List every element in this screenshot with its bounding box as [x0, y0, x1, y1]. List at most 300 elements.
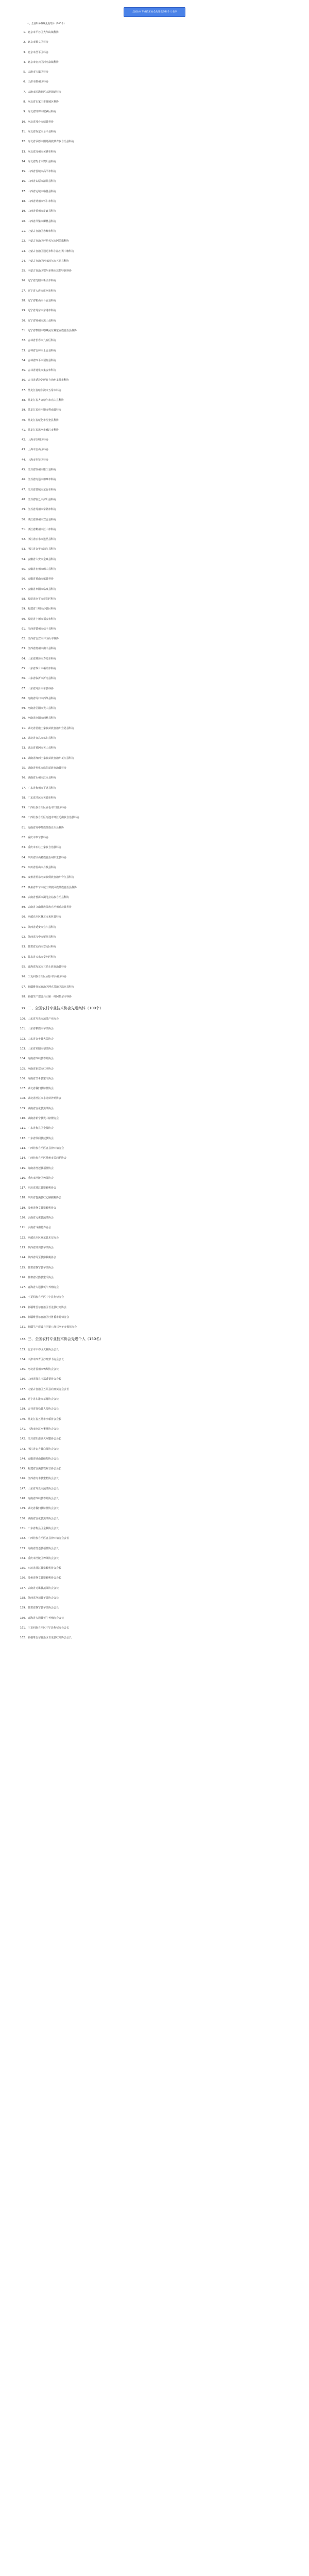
list-item — [18, 813, 182, 823]
row-number: 15. — [22, 170, 26, 174]
list-item — [18, 525, 182, 535]
list-item — [18, 565, 182, 574]
list-item — [18, 426, 182, 435]
row-text: 河北省邯郸市肥乡区科协 — [28, 110, 57, 114]
row-text: 浙江省衢州市江山市科协 — [28, 528, 57, 531]
row-number: 145. — [20, 1467, 26, 1471]
list-item — [18, 356, 182, 366]
row-text: 北京市密云区河南寨镇科协 — [28, 60, 59, 64]
list-item — [18, 1464, 182, 1474]
row-text: 安徽省砀山县酥梨协会会长 — [28, 1457, 59, 1461]
row-number: 150. — [20, 1517, 26, 1520]
row-number: 124. — [20, 1256, 26, 1260]
row-text: 河南省信阳市光山县科协 — [28, 707, 57, 710]
row-text: 四川省眉山市丹棱县科协 — [28, 866, 57, 869]
row-number: 79. — [22, 806, 26, 810]
row-number: 90. — [22, 916, 26, 919]
list-item — [18, 1213, 182, 1223]
list-item — [18, 416, 182, 426]
row-text: 安徽省六安市金寨县科协 — [28, 557, 57, 561]
list-item — [18, 276, 182, 286]
row-number: 144. — [20, 1457, 26, 1461]
row-text: 陕西省洛川县苹果协会 — [28, 1246, 54, 1249]
list-item — [18, 1524, 182, 1534]
list-item — [18, 1594, 182, 1603]
row-number: 149. — [20, 1507, 26, 1511]
row-text: 广东省梅县区金柚协会会长 — [28, 1527, 59, 1530]
row-text: 黑龙江省齐齐哈尔市克山县科协 — [28, 398, 64, 402]
row-text: 甘肃省天水市秦州区科协 — [28, 955, 57, 959]
row-number: 57. — [22, 587, 26, 591]
list-item — [18, 1385, 182, 1395]
list-item — [18, 1154, 182, 1163]
row-number: 19. — [22, 210, 26, 213]
row-number: 131. — [20, 1326, 26, 1329]
row-number: 109. — [20, 1107, 26, 1110]
list-item — [18, 1365, 182, 1375]
row-number: 107. — [20, 1087, 26, 1091]
row-text: 福建省安溪县铁观音协会会长 — [28, 1467, 62, 1471]
row-number: 120. — [20, 1216, 26, 1220]
list-item — [18, 1514, 182, 1524]
row-number: 75. — [22, 766, 26, 770]
row-number: 118. — [20, 1196, 26, 1200]
row-number: 103. — [20, 1047, 26, 1050]
list-item — [18, 574, 182, 584]
row-text: 安徽省阜阳市临泉县科协 — [28, 587, 57, 591]
row-number: 122. — [20, 1236, 26, 1240]
row-text: 辽宁省锦州市黑山县科协 — [28, 319, 57, 323]
list-item — [18, 366, 182, 376]
list-item — [18, 595, 182, 604]
row-number: 133. — [20, 1348, 26, 1351]
list-item — [18, 1345, 182, 1355]
row-text: 青海省大通县牦牛养殖协会 — [28, 1286, 59, 1290]
row-text: 三、全国农村专业技术协会先进个人（150名） — [28, 1336, 104, 1341]
list-item — [18, 734, 182, 743]
row-number: 54. — [22, 557, 26, 561]
row-text: 湖南省安化县黑茶协会会长 — [28, 1517, 59, 1520]
row-text: 湖南省永州市江永县科协 — [28, 776, 57, 780]
row-number: 160. — [20, 1616, 26, 1620]
list-item — [18, 1094, 182, 1104]
row-text: 贵州省修文县猕猴桃协会会长 — [28, 1577, 62, 1580]
row-text: 上海市金山区科协 — [28, 448, 49, 452]
row-number: 96. — [22, 975, 26, 979]
list-item — [18, 177, 182, 187]
row-number: 105. — [20, 1067, 26, 1071]
row-text: 山东省栖霞市苹果协会 — [28, 1027, 54, 1031]
row-text: 辽宁省沈阳市新民市科协 — [28, 279, 57, 283]
list-item — [18, 1445, 182, 1454]
row-number: 152. — [20, 1537, 26, 1540]
row-text: 北京市平谷区大华山镇科协 — [28, 31, 59, 34]
list-item — [18, 236, 182, 246]
list-item — [18, 1534, 182, 1544]
row-text: 河北省邢台市威县科协 — [28, 120, 54, 124]
list-item — [18, 1544, 182, 1554]
list-item — [18, 1014, 182, 1024]
row-text: 湖南省新宁县崀山脐橙协会 — [28, 1117, 59, 1121]
row-number: 158. — [20, 1597, 26, 1600]
row-text: 北京市平谷区大桃协会会长 — [28, 1348, 59, 1351]
row-text: 甘肃省定西市安定区科协 — [28, 945, 57, 949]
row-text: 贵州省黔东南苗族侗族自治州台江县科协 — [28, 876, 75, 879]
list-item — [18, 227, 182, 236]
row-number: 101. — [20, 1027, 26, 1031]
row-text: 河北省保定市阜平县科协 — [28, 130, 57, 133]
list-item — [18, 495, 182, 505]
row-text: 山西省太原市清徐县科协 — [28, 180, 57, 183]
row-text: 湖南省安化县黑茶协会 — [28, 1107, 54, 1110]
list-item — [18, 1623, 182, 1633]
list-item — [18, 127, 182, 137]
list-item — [18, 634, 182, 644]
list-item — [18, 1044, 182, 1054]
list-item — [18, 58, 182, 67]
list-item — [18, 1253, 182, 1263]
row-text: 安徽省黄山市歙县科协 — [28, 578, 54, 581]
list-item — [18, 1614, 182, 1623]
row-text: 山东省烟台市栖霞市科协 — [28, 667, 57, 670]
list-item — [18, 306, 182, 316]
list-item — [18, 764, 182, 773]
row-number: 28. — [22, 299, 26, 303]
row-number: 161. — [20, 1626, 26, 1630]
list-item — [18, 1283, 182, 1293]
row-text: 福建省宁德市福安市科协 — [28, 617, 57, 621]
list-item — [18, 883, 182, 893]
row-number: 8. — [23, 100, 26, 104]
row-number: 128. — [20, 1296, 26, 1299]
row-number: 95. — [22, 965, 26, 969]
row-number: 72. — [22, 737, 26, 740]
list-item — [18, 117, 182, 127]
row-text: 江苏省南通市如皋市科协 — [28, 478, 57, 482]
row-number: 92. — [22, 936, 26, 939]
row-text: 湖北省秭归县脐橙协会会长 — [28, 1507, 59, 1511]
row-text: 上海市崇明区科协 — [28, 438, 49, 442]
row-number: 14. — [22, 160, 26, 163]
row-number: 67. — [22, 687, 26, 690]
row-number: 51. — [22, 528, 26, 531]
list-item — [18, 953, 182, 962]
row-text: 河南省西峡县香菇协会会长 — [28, 1497, 59, 1501]
row-text: 黑龙江省黑河市嫩江市科协 — [28, 428, 59, 432]
row-number: 153. — [20, 1547, 26, 1550]
row-text: 二、全国农村专业技术协会先进集体（100个） — [28, 1006, 104, 1011]
row-number: 139. — [20, 1408, 26, 1411]
row-text: 湖北省潜江市小龙虾养殖协会 — [28, 1097, 62, 1100]
list-item — [18, 604, 182, 614]
row-text: 内蒙古自治区赤峰市科协 — [28, 229, 57, 233]
row-number: 30. — [22, 319, 26, 323]
row-text: 江西省南丰县蜜桔协会会长 — [28, 1477, 59, 1481]
row-text: 陕西省汉中市留坝县科协 — [28, 936, 57, 939]
list-item — [18, 1144, 182, 1154]
list-item — [18, 793, 182, 803]
row-number: 73. — [22, 747, 26, 750]
row-number: 60. — [22, 617, 26, 621]
list-item — [18, 336, 182, 346]
list-item — [18, 545, 182, 554]
row-text: 贵州省毕节市威宁彝族回族苗族自治县科协 — [28, 886, 77, 889]
row-number: 20. — [22, 219, 26, 223]
row-text: 海南省澄迈县福橙协会 — [28, 1166, 54, 1170]
list-item — [18, 405, 182, 415]
row-text: 河南省西峡县香菇协会 — [28, 1057, 54, 1061]
row-number: 157. — [20, 1586, 26, 1590]
row-number: 146. — [20, 1477, 26, 1481]
row-number: 47. — [22, 488, 26, 492]
row-text: 内蒙古自治区鄂尔多斯市达拉特旗科协 — [28, 269, 72, 273]
list-item — [18, 992, 182, 1002]
row-number: 142. — [20, 1437, 26, 1441]
row-number: 155. — [20, 1567, 26, 1570]
row-number: 151. — [20, 1527, 26, 1530]
row-text: 新疆维吾尔自治区吐鲁番市葡萄协会 — [28, 1316, 70, 1319]
list-item — [18, 326, 182, 336]
list-item — [18, 247, 182, 257]
row-number: 89. — [22, 906, 26, 909]
row-number: 65. — [22, 667, 26, 670]
row-text: 河南省周口市西华县科协 — [28, 697, 57, 700]
row-text: 青海省海东市互助土族自治县科协 — [28, 965, 67, 969]
row-text: 湖北省恩施土家族苗族自治州宣恩县科协 — [28, 726, 75, 730]
row-text: 甘肃省静宁县苹果协会会长 — [28, 1606, 59, 1610]
row-number: 147. — [20, 1487, 26, 1490]
row-text: 贵州省修文县猕猴桃协会 — [28, 1206, 57, 1210]
list-item — [18, 664, 182, 674]
row-number: 132. — [20, 1337, 26, 1341]
row-text: 河南省新郑市红枣协会 — [28, 1067, 54, 1071]
row-number: 99. — [22, 1007, 26, 1011]
list-item — [18, 743, 182, 753]
row-text: 吉林省通化市集安市科协 — [28, 369, 57, 372]
list-item — [18, 1024, 182, 1034]
row-text: 江苏省阳澄湖大闸蟹协会会长 — [28, 1437, 62, 1441]
row-text: 安徽省宿州市砀山县科协 — [28, 568, 57, 571]
list-item — [18, 714, 182, 723]
list-item — [18, 67, 182, 77]
row-number: 9. — [23, 110, 26, 114]
list-item — [18, 97, 182, 107]
list-item — [18, 853, 182, 863]
list-item — [18, 784, 182, 793]
list-item — [18, 704, 182, 714]
row-number: 143. — [20, 1447, 26, 1451]
row-text: 重庆市石柱土家族自治县科协 — [28, 846, 62, 850]
row-number: 21. — [22, 229, 26, 233]
list-item — [18, 1355, 182, 1365]
row-number: 81. — [22, 826, 26, 829]
row-text: 湖北省秭归县脐橙协会 — [28, 1087, 54, 1091]
list-item — [18, 1064, 182, 1074]
list-item — [18, 88, 182, 97]
row-text: 江西省抚州市南丰县科协 — [28, 647, 57, 651]
list-item — [18, 217, 182, 227]
list-item — [18, 257, 182, 266]
row-number: 18. — [22, 200, 26, 204]
row-number: 2. — [23, 41, 26, 44]
list-item — [18, 515, 182, 525]
row-text: 河北省衡水市饶阳县科协 — [28, 160, 57, 163]
list-item — [18, 585, 182, 595]
row-text: 辽宁省鞍山市台安县科协 — [28, 299, 57, 303]
list-item — [18, 1263, 182, 1273]
row-number: 112. — [20, 1137, 26, 1140]
list-item — [18, 1564, 182, 1573]
row-number: 41. — [22, 428, 26, 432]
row-number: 123. — [20, 1246, 26, 1249]
row-number: 80. — [22, 816, 26, 820]
list-item — [18, 505, 182, 515]
row-text: 四川省凉山彝族自治州昭觉县科协 — [28, 856, 67, 859]
list-item — [18, 1243, 182, 1253]
row-number: 35. — [22, 369, 26, 372]
section-heading-row — [18, 1333, 182, 1345]
row-number: 94. — [22, 955, 26, 959]
row-text: 四川省蒲江县猕猴桃协会 — [28, 1187, 57, 1190]
row-number: 61. — [22, 627, 26, 631]
row-text: 广东省梅州市平远县科协 — [28, 786, 57, 790]
row-text: 浙江省湖州市安吉县科协 — [28, 518, 57, 521]
row-number: 111. — [20, 1127, 26, 1130]
row-text: 云南省普洱市澜沧拉祜族自治县科协 — [28, 895, 70, 899]
row-text: 山东省寿光市蔬菜协会会长 — [28, 1487, 59, 1490]
row-number: 49. — [22, 508, 26, 512]
row-text: 新疆维吾尔自治区阿克苏地区温宿县科协 — [28, 985, 75, 989]
row-number: 110. — [20, 1117, 26, 1121]
list-item — [18, 833, 182, 843]
row-text: 云南省元谋县蔬菜协会 — [28, 1216, 54, 1220]
row-number: 5. — [23, 71, 26, 74]
row-number: 108. — [20, 1097, 26, 1100]
list-item — [18, 803, 182, 813]
row-number: 33. — [22, 349, 26, 352]
list-item — [18, 1573, 182, 1583]
row-number: 32. — [22, 339, 26, 343]
row-text: 新疆生产建设兵团第一师阿拉尔市科协 — [28, 995, 72, 998]
row-number: 154. — [20, 1556, 26, 1560]
row-number: 43. — [22, 448, 26, 452]
row-number: 100. — [20, 1018, 26, 1021]
row-number: 138. — [20, 1398, 26, 1401]
row-text: 江苏省宿迁市沭阳县科协 — [28, 498, 57, 501]
list-item — [18, 684, 182, 694]
row-number: 24. — [22, 259, 26, 263]
list-item — [18, 555, 182, 565]
row-text: 上海市奉贤区科协 — [28, 458, 49, 462]
row-text: 河北省承德市围场满族蒙古族自治县科协 — [28, 140, 75, 144]
list-item — [18, 266, 182, 276]
row-text: 新疆维吾尔自治区若羌县红枣协会 — [28, 1306, 67, 1309]
row-number: 62. — [22, 637, 26, 641]
list-item — [18, 147, 182, 157]
row-text: 云南省斗南花卉协会 — [28, 1226, 52, 1230]
row-text: 内蒙古自治区五原县向日葵协会会长 — [28, 1387, 70, 1391]
list-item — [18, 1054, 182, 1064]
row-number: 13. — [22, 150, 26, 154]
list-item — [18, 933, 182, 942]
row-text: 重庆市涪陵区榨菜协会 — [28, 1176, 54, 1180]
row-number: 23. — [22, 249, 26, 253]
list-item — [18, 773, 182, 783]
list-item — [18, 912, 182, 922]
row-text: 广东省梅县区金柚协会 — [28, 1127, 54, 1130]
row-text: 广西壮族自治区容县沙田柚协会 — [28, 1146, 64, 1150]
list-item — [18, 475, 182, 485]
row-text: 重庆市奉节县科协 — [28, 836, 49, 840]
list-item — [18, 455, 182, 465]
row-number: 137. — [20, 1387, 26, 1391]
row-text: 福建省南平市建阳区科协 — [28, 597, 57, 601]
row-number: 59. — [22, 607, 26, 611]
row-number: 71. — [22, 726, 26, 730]
row-number: 82. — [22, 836, 26, 840]
list-item — [18, 197, 182, 207]
list-item — [18, 1124, 182, 1133]
row-text: 黑龙江省绥化市望奎县科协 — [28, 418, 59, 422]
list-item — [18, 465, 182, 475]
list-item — [18, 1633, 182, 1643]
row-number: 87. — [22, 886, 26, 889]
list-item — [18, 1434, 182, 1444]
list-item — [18, 1494, 182, 1504]
row-number: 39. — [22, 409, 26, 412]
row-number: 162. — [20, 1636, 26, 1640]
list-item — [18, 1134, 182, 1144]
row-number: 148. — [20, 1497, 26, 1501]
row-text: 广东省徐闻县菠萝协会 — [28, 1137, 54, 1140]
row-number: 84. — [22, 856, 26, 859]
list-item — [18, 1603, 182, 1613]
row-text: 甘肃省民勤县蜜瓜协会 — [28, 1276, 54, 1279]
row-text: 海南省澄迈县福橙协会会长 — [28, 1547, 59, 1550]
row-text: 江苏省徐州市睢宁县科协 — [28, 468, 57, 472]
list-item — [18, 187, 182, 197]
row-text: 辽宁省东港市草莓协会会长 — [28, 1398, 59, 1401]
row-text: 西藏自治区林芝市米林县科协 — [28, 916, 62, 919]
row-text: 河南省南阳市西峡县科协 — [28, 717, 57, 720]
list-item — [18, 137, 182, 147]
row-number: 156. — [20, 1577, 26, 1580]
row-number: 53. — [22, 548, 26, 551]
row-number: 129. — [20, 1306, 26, 1309]
row-text: 内蒙古自治区呼伦贝尔市阿荣旗科协 — [28, 240, 70, 243]
row-text: 吉林省延边朝鲜族自治州龙井市科协 — [28, 379, 70, 382]
row-text: 山东省莱阳市梨果协会 — [28, 1047, 54, 1050]
row-text: 内蒙古自治区巴彦淖尔市五原县科协 — [28, 259, 70, 263]
row-number: 86. — [22, 876, 26, 879]
row-number: 25. — [22, 269, 26, 273]
row-text: 黑龙江省佳木斯市桦南县科协 — [28, 409, 62, 412]
list-item — [18, 1474, 182, 1484]
list-item — [18, 485, 182, 495]
row-text: 河北省沧州市黄骅市科协 — [28, 150, 57, 154]
list-item — [18, 942, 182, 952]
row-text: 甘肃省静宁县苹果协会 — [28, 1266, 54, 1269]
list-item — [18, 1584, 182, 1594]
row-text: 宁夏回族自治区中宁县枸杞协会 — [28, 1296, 64, 1299]
list-item — [18, 1395, 182, 1404]
row-number: 10. — [22, 120, 26, 124]
row-text: 山东省潍坊市寿光市科协 — [28, 657, 57, 660]
row-number: 50. — [22, 518, 26, 521]
row-number: 77. — [22, 786, 26, 790]
row-number: 78. — [22, 796, 26, 800]
row-text: 山西省晋城市高平市科协 — [28, 170, 57, 174]
